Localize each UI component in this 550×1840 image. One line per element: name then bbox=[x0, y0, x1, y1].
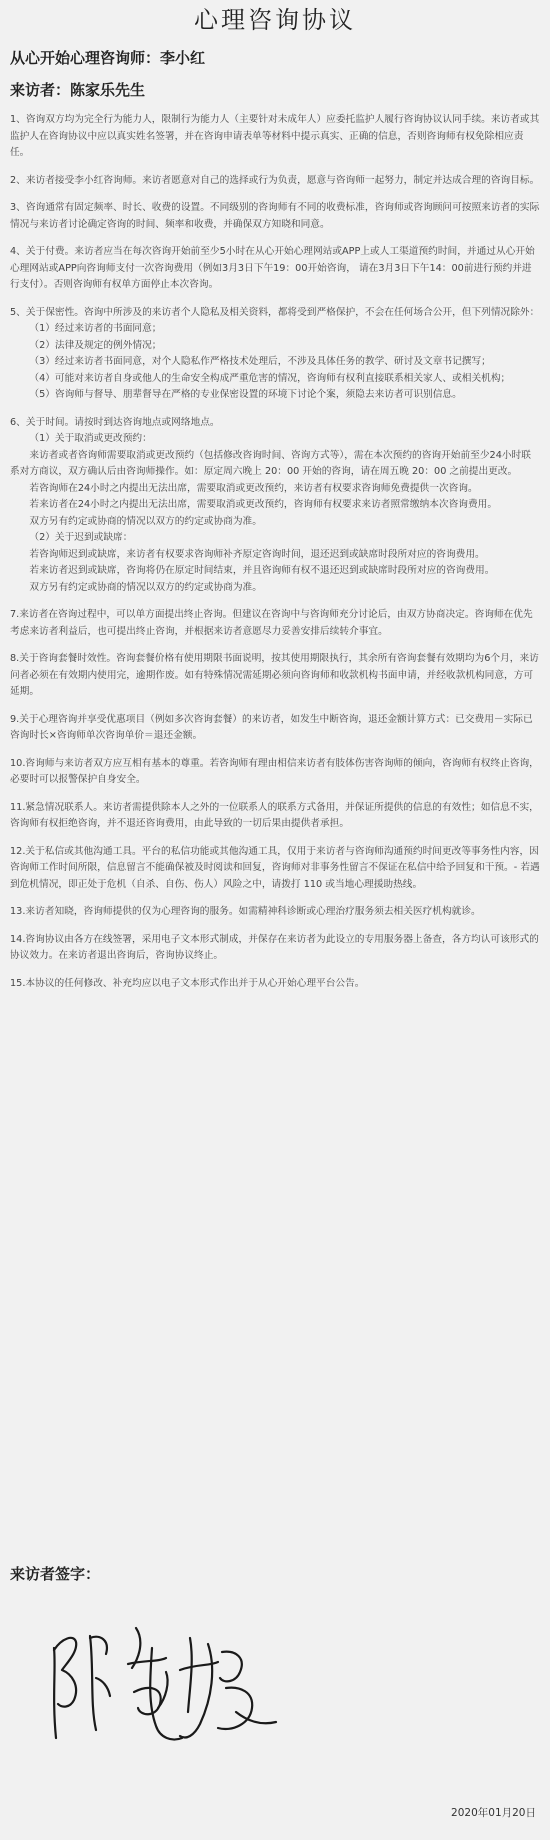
clause-6-text: 若来访者迟到或缺席，咨询将仍在原定时间结束，并且咨询师有权不退还迟到或缺席时段所对应的咨询费用。 bbox=[29, 565, 495, 576]
clause-14: 14.咨询协议由各方在线签署，采用电子文本形式制成，并保存在来访者为此设立的专用服务器上备查，各方均认可该形式的协议效力。在来访者退出咨询后，咨询协议终止。 bbox=[10, 933, 539, 961]
handwritten-signature bbox=[40, 1608, 300, 1758]
clause-5-item: （1）经过来访者的书面同意； bbox=[29, 323, 162, 334]
clause-6: 6、关于时间。请按时到达咨询地点或网络地点。 bbox=[10, 416, 220, 428]
page-title: 心理咨询协议 bbox=[194, 6, 356, 34]
clause-8: 8.关于咨询套餐时效性。咨询套餐价格有使用期限书面说明，按其使用期限执行，其余所有咨询套餐有效期均为6个月，来访问者必须在有效期内使用完，逾期作废。如有特殊情况需延期必须向咨询师和收款机构书面申请，并经收款机构同意，方可延期。 bbox=[10, 653, 539, 697]
clause-15: 15.本协议的任何修改、补充均应以电子文本形式作出并于从心开始心理平台公告。 bbox=[10, 977, 365, 989]
clause-6-text: 来访者或者咨询师需要取消或更改预约（包括修改咨询时间、咨询方式等），需在本次预约的咨询开始前至少24小时联系对方商议，双方确认后由咨询师操作。如：原定周六晚上 20：00 开始的咨询，请在周五晚 20：00 之前提出更改。 bbox=[10, 449, 531, 477]
clause-7: 7.来访者在咨询过程中，可以单方面提出终止咨询。但建议在咨询中与咨询师充分讨论后，由双方协商决定。咨询师在优先考虑来访者利益后，也可提出终止咨询，并根据来访者意愿尽力妥善安排后续转介事宜。 bbox=[10, 609, 533, 637]
signature-label: 来访者签字： bbox=[10, 1565, 101, 1583]
clause-5-item: （4）可能对来访者自身或他人的生命安全构成严重危害的情况，咨询师有权利直接联系相关家人、或相关机构； bbox=[29, 372, 511, 384]
clause-9: 9.关于心理咨询并享受优惠项目（例如多次咨询套餐）的来访者，如发生中断咨询，退还金额计算方式：已交费用－实际已咨询时长×咨询师单次咨询单价＝退还金额。 bbox=[10, 713, 533, 741]
clause-13: 13.来访者知晓，咨询师提供的仅为心理咨询的服务。如需精神科诊断或心理治疗服务须去相关医疗机构就诊。 bbox=[10, 906, 481, 917]
clause-5-item: （2）法律及规定的例外情况； bbox=[29, 339, 162, 351]
clause-6-text: 若咨询师在24小时之内提出无法出席，需要取消或更改预约，来访者有权要求咨询师免费提供一次咨询。 bbox=[29, 482, 478, 494]
signing-date: 2020年01月20日 bbox=[451, 1807, 536, 1819]
clause-5: 5、关于保密性。咨询中所涉及的来访者个人隐私及相关资料，都将受到严格保护，不会在任何场合公开，但下列情况除外： bbox=[10, 306, 540, 318]
client-line: 来访者：陈家乐先生 bbox=[10, 81, 146, 99]
clause-5-item: （3）经过来访者书面同意，对个人隐私作严格技术处理后，不涉及具体任务的教学、研讨及文章书记撰写； bbox=[29, 356, 491, 367]
agreement-body bbox=[10, 112, 540, 1003]
clause-6-text: 若咨询师迟到或缺席，来访者有权要求咨询师补齐原定咨询时间，退还迟到或缺席时段所对应的咨询费用。 bbox=[29, 548, 485, 560]
clause-5-item: （5）咨询师与督导、朋辈督导在严格的专业保密设置的环境下讨论个案，须隐去来访者可识别信息。 bbox=[29, 389, 462, 400]
clause-1: 1、咨询双方均为完全行为能力人，限制行为能力人（主要针对未成年人）应委托监护人履行咨询协议认同手续。来访者或其监护人在咨询协议中应以真实姓名签署，并在咨询申请表单等材料中提示真实、正确的信息，否则咨询师有权免除相应责任。 bbox=[10, 114, 540, 158]
counselor-line: 从心开始心理咨询师：李小红 bbox=[10, 49, 206, 67]
clause-6-text: 若来访者在24小时之内提出无法出席，需要取消或更改预约，咨询师有权要求来访者照常缴纳本次咨询费用。 bbox=[29, 499, 498, 510]
clause-12: 12.关于私信或其他沟通工具。平台的私信功能或其他沟通工具，仅用于来访者与咨询师沟通预约时间更改等事务性内容，因咨询师工作时间所限，信息留言不能确保被及时阅读和回复，咨询师对非事务性留言不保证在私信中给予回复和干预。- 若遇到危机情况，即正处于危机（自杀、自伤、伤人）风险之中，请拨打 110 或当地心理援助热线。 bbox=[10, 845, 540, 890]
clause-3: 3、咨询通常有固定频率、时长、收费的设置。不同级别的咨询师有不同的收费标准，咨询师或咨询顾问可按照来访者的实际情况与来访者讨论确定咨询的时间、频率和收费，并确保双方知晓和同意。 bbox=[10, 202, 540, 230]
clause-6-subtitle: （1）关于取消或更改预约： bbox=[29, 433, 152, 444]
clause-2: 2、来访者接受李小红咨询师。来访者愿意对自己的选择或行为负责，愿意与咨询师一起努力，制定并达成合理的咨询目标。 bbox=[10, 174, 540, 186]
clause-6-subtitle: （2）关于迟到或缺席： bbox=[29, 532, 133, 543]
clause-4: 4、关于付费。来访者应当在每次咨询开始前至少5小时在从心开始心理网站或APP上或人工渠道预约时间，并通过从心开始心理网站或APP向咨询师支付一次咨询费用（例如3月3日下午19：00开始咨询， 请在3月3日下午14：00前进行预约并进行支付）。否则咨询师有权单方面停止本次咨询。 bbox=[10, 246, 535, 290]
clause-10: 10.咨询师与来访者双方应互相有基本的尊重。若咨询师有理由相信来访者有肢体伤害咨询师的倾向，咨询师有权终止咨询，必要时可以报警保护自身安全。 bbox=[10, 757, 539, 785]
clause-6-text: 双方另有约定或协商的情况以双方的约定或协商为准。 bbox=[29, 515, 262, 527]
clause-11: 11.紧急情况联系人。来访者需提供除本人之外的一位联系人的联系方式备用，并保证所提供的信息的有效性；如信息不实，咨询师有权拒绝咨询，并不退还咨询费用，由此导致的一切后果由提供者承担。 bbox=[10, 801, 539, 829]
clause-6-text: 双方另有约定或协商的情况以双方的约定或协商为准。 bbox=[29, 581, 262, 593]
